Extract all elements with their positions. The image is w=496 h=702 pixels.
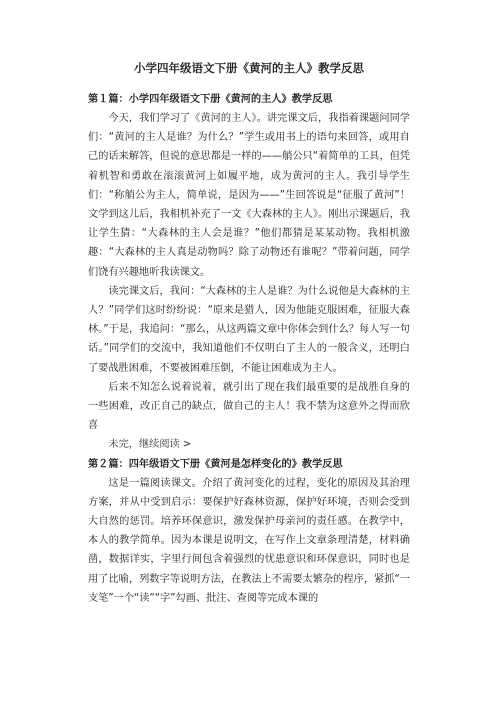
section-2: [88, 455, 410, 608]
continue-reading-link[interactable]: [88, 435, 410, 454]
paragraph: 这是一篇阅读课文。介绍了黄河变化的过程，变化的原因及其治理方案，并从中受到启示：要保护好森林资源，保护好环境，否则会受到大自然的惩罚。培养环保意识，激发保护母亲河的责任感。在教学中，本人的教学简单。因为本课是说明文，在写作上文章条理清楚，材料确凿，数据详实，字里行间包含着强烈的忧患意识和环保意识，同时也是用了比喻，列数字等说明方法，在教法上不需要太繁杂的程序，紧抓“一支笔”一个“读”“字”勾画、批注、查阅等完成本课的: [88, 477, 410, 604]
continue-reading-label: 未完，继续阅读: [108, 439, 180, 451]
section-heading: 第１篇：小学四年级语文下册《黄河的主人》教学反思: [88, 94, 333, 105]
paragraph: 后来不知怎么说着说着，就引出了现在我们最重要的是战胜自身的一些困难，改正自己的缺点，做自己的主人！我不禁为这意外之得而欣喜: [88, 381, 410, 432]
paragraph: 今天，我们学习了《黄河的主人》。讲完课文后，我指着课题问同学们：“黄河的主人是谁？为什么？”学生或用书上的语句来回答，或用自己的话来解答，但说的意思都是一样的——艄公只“着简单的工具，但凭着机智和勇敢在滚滚黄河上如履平地，成为黄河的主人。我引导学生们：“称艄公为主人，简单说，是因为——”生回答说是“征服了黄河”！文学到这儿后，我相机补充了一文《大森林的主人》。刚出示课题后，我让学生猜：“大森林的主人会是谁？”他们都猜是某某动物。我相机激趣：“大森林的主人真是动物吗？除了动物还有谁呢？”带着问题，同学们饶有兴趣地听我读课文。: [88, 113, 410, 278]
document-page: [88, 60, 410, 608]
document-title: 小学四年级语文下册《黄河的主人》教学反思: [134, 61, 364, 75]
section-1: [88, 90, 410, 455]
paragraph: 读完课文后，我问：“大森林的主人是谁？为什么说他是大森林的主人？”同学们这时纷纷说：“原来是猎人，因为他能克服困难，征服大森林。”于是，我追问：“那么，从这两篇文章中你体会到什么？每人写一句话。”同学们的交流中，我知道他们不仅明白了主人的一般含义，还明白了要战胜困难，不要被困难压倒，不能让困难成为主人。: [88, 285, 410, 374]
chevron-right-icon: >: [182, 439, 192, 451]
section-heading: 第２篇：四年级语文下册《黄河是怎样变化的》教学反思: [88, 458, 343, 470]
